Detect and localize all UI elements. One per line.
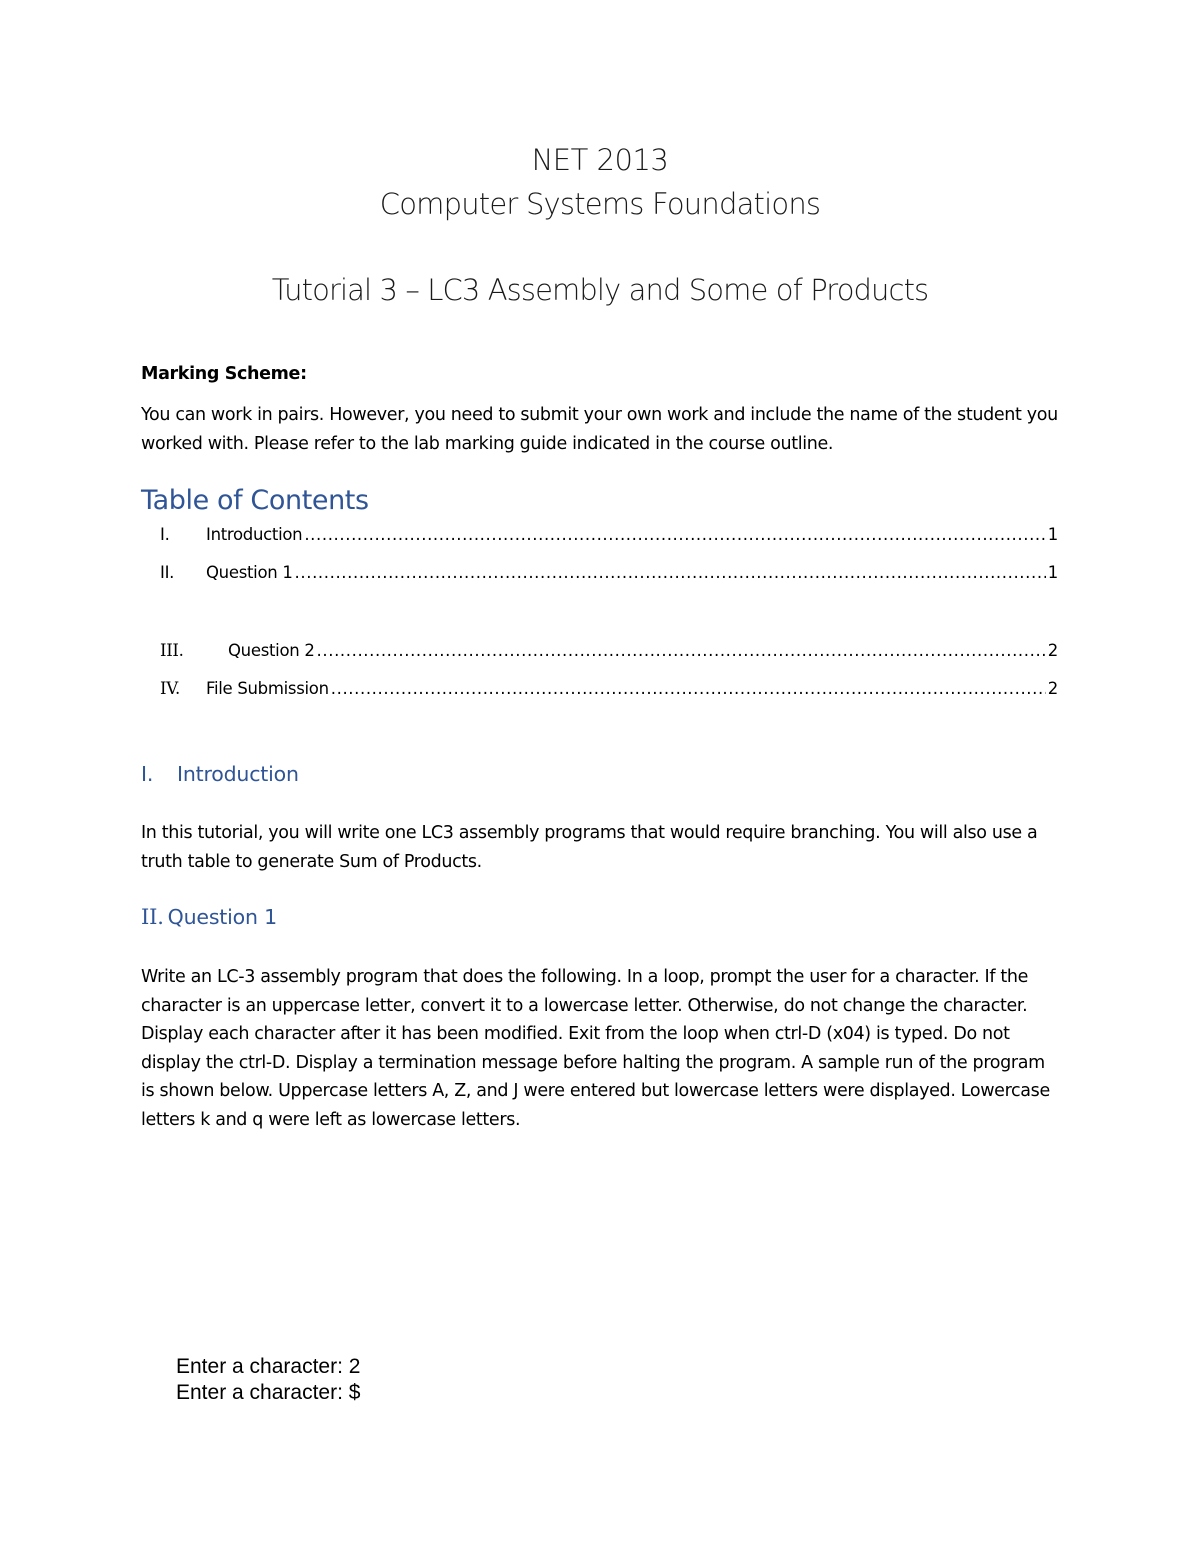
sample-run-line: Enter a character: 2	[176, 1355, 361, 1378]
toc-item-page: 1	[1047, 525, 1058, 544]
course-code: NET 2013	[531, 143, 669, 177]
toc-item-number: I.	[160, 525, 170, 544]
question-1-heading	[141, 905, 277, 929]
course-name: Computer Systems Foundations	[379, 187, 821, 221]
introduction-text: In this tutorial, you will write one LC3 assembly programs that would require branching. You will also use a truth table to generate Sum of Products.	[141, 823, 1038, 872]
toc-leader-dots	[295, 563, 1046, 582]
section-title: Question 1	[167, 905, 277, 929]
toc-item-page: 2	[1047, 679, 1058, 698]
toc-heading: Table of Contents	[141, 485, 369, 516]
toc-leader-dots	[304, 525, 1045, 544]
section-number: I.	[141, 762, 154, 786]
section-title: Introduction	[177, 762, 299, 786]
section-number: II.	[141, 905, 164, 929]
toc-item-label: Question 1	[206, 563, 293, 582]
introduction-heading	[141, 762, 299, 786]
toc-item-number: IV.	[160, 679, 180, 698]
toc-item-label: File Submission	[206, 679, 329, 698]
toc-item-question-1[interactable]	[160, 563, 1058, 589]
toc-item-file-submission[interactable]	[160, 679, 1058, 705]
toc-item-label: Question 2	[228, 641, 315, 660]
toc-item-label: Introduction	[206, 525, 303, 544]
toc-item-question-2[interactable]	[160, 641, 1058, 667]
toc-item-number: II.	[160, 563, 175, 582]
toc-item-page: 2	[1047, 641, 1058, 660]
tutorial-title: Tutorial 3 – LC3 Assembly and Some of Products	[271, 273, 929, 307]
toc-item-page: 1	[1047, 563, 1058, 582]
toc-leader-dots	[331, 679, 1046, 698]
toc-item-number: III.	[160, 641, 184, 660]
question-1-text: Write an LC-3 assembly program that does the following. In a loop, prompt the user for a character. If the character is an uppercase letter, convert it to a lowercase letter. Otherwise, do not change the character. Display each character after it has been modified. Exit from the loop when ctrl-D (x04) is typed. Do not display the ctrl-D. Display a termination message before halting the program. A sample run of the program is shown below. Uppercase letters A, Z, and J were entered but lowercase letters were displayed. Lowercase letters k and q were left as lowercase letters.	[141, 967, 1050, 1130]
marking-scheme-text: You can work in pairs. However, you need to submit your own work and include the name of the student you worked with. Please refer to the lab marking guide indicated in the course outline.	[141, 405, 1058, 454]
toc-leader-dots	[317, 641, 1046, 660]
marking-scheme-label: Marking Scheme:	[141, 364, 307, 384]
toc-item-introduction[interactable]	[160, 525, 1058, 551]
sample-run-line: Enter a character: $	[176, 1381, 361, 1404]
